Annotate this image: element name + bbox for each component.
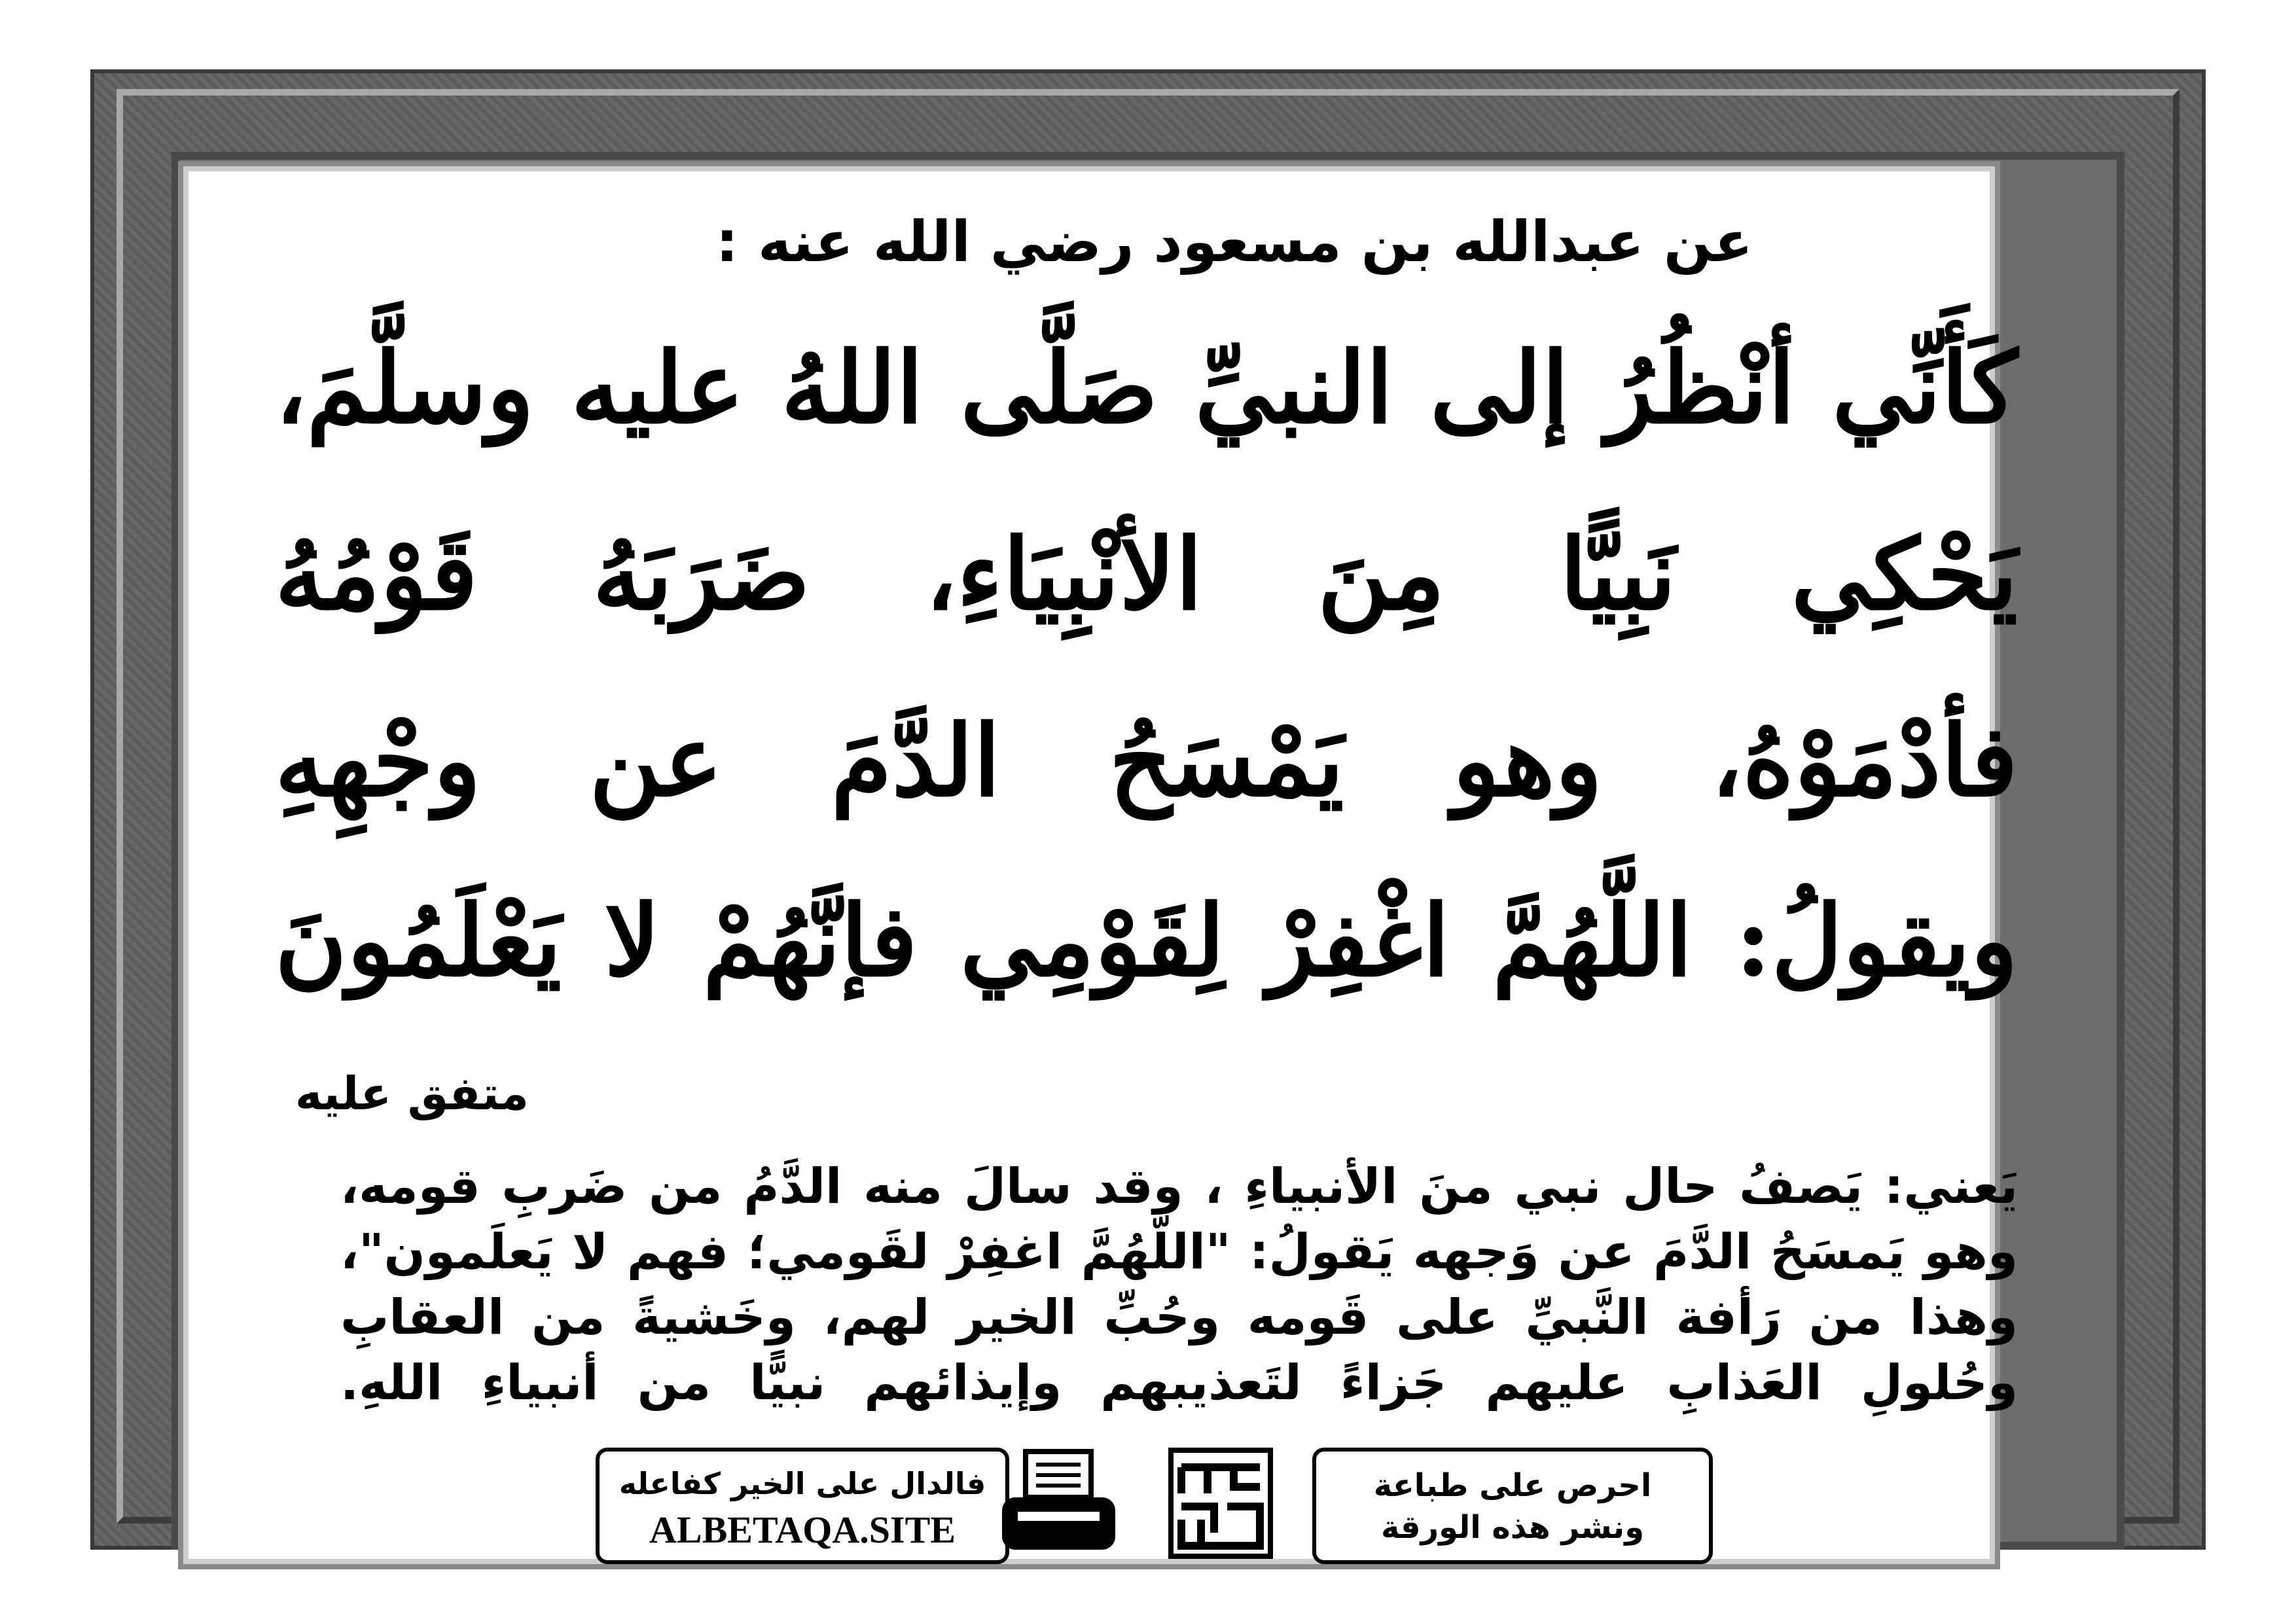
hadith-line-3: فأدْمَوْهُ، وهو يَمْسَحُ الدَّمَ عن وجْهِهِ xyxy=(275,704,2018,819)
footer-print-box xyxy=(1312,1448,1713,1564)
hadith-line-2: يَحْكِي نَبِيًّا مِنَ الأنْبِيَاءِ، ضَرَبَهُ قَوْمُهُ xyxy=(275,517,2018,632)
printer-icon xyxy=(998,1446,1119,1558)
footer-proverb: فالدال على الخير كفاعله xyxy=(619,1466,986,1501)
hadith-source: متفق عليه xyxy=(295,1067,529,1120)
hadith-line-4: ويقولُ: اللَّهُمَّ اغْفِرْ لِقَوْمِي فإنَّهُمْ لا يَعْلَمُونَ xyxy=(275,883,2018,999)
footer-website: ALBETAQA.SITE xyxy=(649,1508,956,1551)
explanation-line-3: وهذا من رَأفة النَّبيِّ على قَومه وحُبِّ الخير لهم، وخَشيةً من العقابِ xyxy=(340,1289,2018,1346)
narrator-heading: عن عبدالله بن مسعود رضي الله عنه : xyxy=(715,209,1753,275)
explanation-line-4: وحُلولِ العَذابِ عليهم جَزاءً لتَعذيبهم وإيذائهم نبيًّا من أنبياءِ اللهِ. xyxy=(340,1355,2018,1411)
hadith-line-1: كَأَنِّي أنْظُرُ إلى النبيِّ صَلَّى اللهُ عليه وسلَّمَ، xyxy=(275,330,2018,446)
explanation-line-1: يَعني: يَصفُ حال نبي منَ الأنبياءِ ، وقد سالَ منه الدَّمُ من ضَربِ قومه، xyxy=(340,1158,2018,1215)
footer-website-box xyxy=(596,1448,1009,1564)
footer-print-line-2: ونشر هذه الورقة xyxy=(1380,1509,1645,1546)
explanation-line-2: وهو يَمسَحُ الدَّمَ عن وَجهه يَقولُ: "اللَّهُمَّ اغفِرْ لقَومي؛ فهم لا يَعلَمون"، xyxy=(340,1224,2018,1280)
footer-print-line-1: احرص على طباعة xyxy=(1373,1467,1652,1504)
dawat-alwaraqa-logo xyxy=(1168,1448,1273,1559)
